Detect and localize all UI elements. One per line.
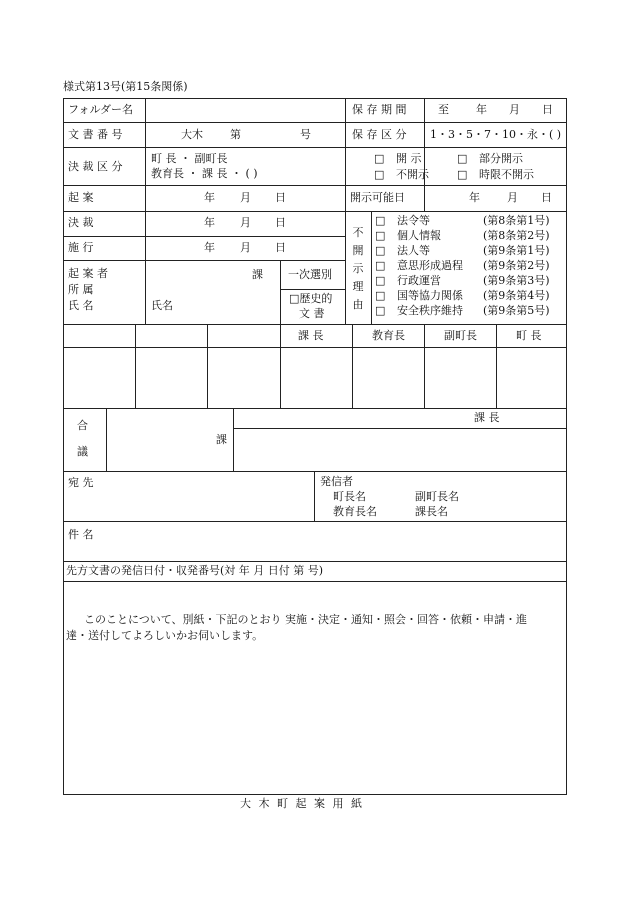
prior-doc-line: 先方文書の発信日付・収発番号(対 年 月 日付 第 号) [66, 564, 324, 577]
disclosure-year: 年 [469, 191, 480, 204]
reason-article: (第8条第1号) [483, 214, 550, 227]
approval-deputy-mayor: 副町長 [444, 329, 477, 342]
disclosure-date-label: 開示可能日 [350, 191, 405, 204]
approval-mayor: 町 長 [516, 329, 542, 342]
reason-name: 意思形成過程 [397, 259, 463, 272]
historical-docs-checkbox[interactable]: □歴史的 [289, 292, 333, 305]
primary-selection: 一次選別 [288, 268, 332, 281]
name-label: 氏 名 [68, 299, 94, 312]
retention-class-label: 保 存 区 分 [352, 128, 407, 141]
decided-month: 月 [240, 216, 251, 229]
subject-label: 件 名 [68, 528, 94, 541]
reason-article: (第9条第1号) [483, 244, 550, 257]
reason-article: (第9条第5号) [483, 304, 550, 317]
reason-article: (第9条第2号) [483, 259, 550, 272]
addressee-label: 宛 先 [68, 476, 94, 489]
checkbox-non-disclose[interactable]: □ [374, 168, 385, 181]
reason-checkbox[interactable]: □ [375, 274, 386, 287]
consultation-label-2: 議 [77, 445, 88, 458]
affiliation-label: 所 属 [68, 283, 94, 296]
reason-checkbox[interactable]: □ [375, 304, 386, 317]
doc-number-town: 大木 [181, 128, 203, 141]
non-disclose-label: 不開示 [396, 168, 429, 181]
checkbox-disclose[interactable]: □ [374, 152, 385, 165]
enforced-year: 年 [204, 241, 215, 254]
consultation-section-chief: 課 長 [474, 411, 500, 424]
form-number: 様式第13号(第15条関係) [63, 80, 188, 93]
checkbox-partial-disclose[interactable]: □ [457, 152, 468, 165]
consultation-label-1: 合 [77, 419, 88, 432]
doc-number-dai: 第 [230, 128, 241, 141]
footer-title: 大 木 町 起 案 用 紙 [240, 797, 364, 810]
approval-section-chief: 課 長 [298, 329, 324, 342]
disclosure-month: 月 [507, 191, 518, 204]
approval-superintendent: 教育長 [372, 329, 405, 342]
consultation-section: 課 [216, 433, 227, 446]
reason-checkbox[interactable]: □ [375, 259, 386, 272]
time-limited-label: 時限不開示 [479, 168, 534, 181]
decided-year: 年 [204, 216, 215, 229]
reason-name: 法令等 [397, 214, 430, 227]
retention-month: 月 [509, 103, 520, 116]
retention-period-label: 保 存 期 間 [352, 103, 407, 116]
partial-disclose-label: 部分開示 [479, 152, 523, 165]
reason-name: 個人情報 [397, 229, 441, 242]
doc-number-label: 文 書 番 号 [68, 128, 123, 141]
retention-until: 至 [438, 103, 449, 116]
decided-day: 日 [275, 216, 286, 229]
reason-article: (第8条第2号) [483, 229, 550, 242]
drafted-label: 起 案 [68, 191, 94, 204]
reason-article: (第9条第4号) [483, 289, 550, 302]
reason-name: 行政運営 [397, 274, 441, 287]
sender-mayor-name: 町長名 [333, 490, 366, 503]
body-text-line1: このことについて、別紙・下記のとおり 実施・決定・通知・照会・回答・依頼・申請・進 [84, 613, 528, 626]
enforced-day: 日 [275, 241, 286, 254]
sender-deputy-mayor-name: 副町長名 [415, 490, 459, 503]
doc-number-go: 号 [300, 128, 311, 141]
reason-name: 国等協力関係 [397, 289, 463, 302]
drafted-month: 月 [240, 191, 251, 204]
approval-line1: 町 長 ・ 副町長 [151, 152, 228, 165]
retention-day: 日 [542, 103, 553, 116]
checkbox-time-limited[interactable]: □ [457, 168, 468, 181]
folder-name-label: フォルダー名 [68, 103, 134, 116]
disclose-label: 開 示 [396, 152, 422, 165]
approval-class-label: 決 裁 区 分 [68, 160, 123, 173]
sender-section-chief-name: 課長名 [415, 505, 448, 518]
historical-docs-label: 文 書 [299, 307, 325, 320]
body-text-line2: 達・送付してよろしいかお伺いします。 [66, 629, 264, 642]
drafter-person-name: 氏名 [151, 299, 173, 312]
sender-superintendent-name: 教育長名 [333, 505, 377, 518]
decided-label: 決 裁 [68, 216, 94, 229]
reason-checkbox[interactable]: □ [375, 244, 386, 257]
drafter-section: 課 [252, 268, 263, 281]
retention-year: 年 [476, 103, 487, 116]
drafter-label: 起 案 者 [68, 267, 108, 280]
reason-checkbox[interactable]: □ [375, 289, 386, 302]
retention-class-options: 1・3・5・7・10・永・( ) [430, 128, 562, 141]
reason-article: (第9条第3号) [483, 274, 550, 287]
reason-name: 安全秩序維持 [397, 304, 463, 317]
disclosure-day: 日 [541, 191, 552, 204]
approval-line2: 教育長 ・ 課 長 ・ ( ) [151, 167, 258, 180]
enforced-month: 月 [240, 241, 251, 254]
sender-label: 発信者 [320, 475, 353, 488]
drafted-day: 日 [275, 191, 286, 204]
drafted-year: 年 [204, 191, 215, 204]
reason-checkbox[interactable]: □ [375, 214, 386, 227]
enforced-label: 施 行 [68, 241, 94, 254]
reason-checkbox[interactable]: □ [375, 229, 386, 242]
reason-name: 法人等 [397, 244, 430, 257]
